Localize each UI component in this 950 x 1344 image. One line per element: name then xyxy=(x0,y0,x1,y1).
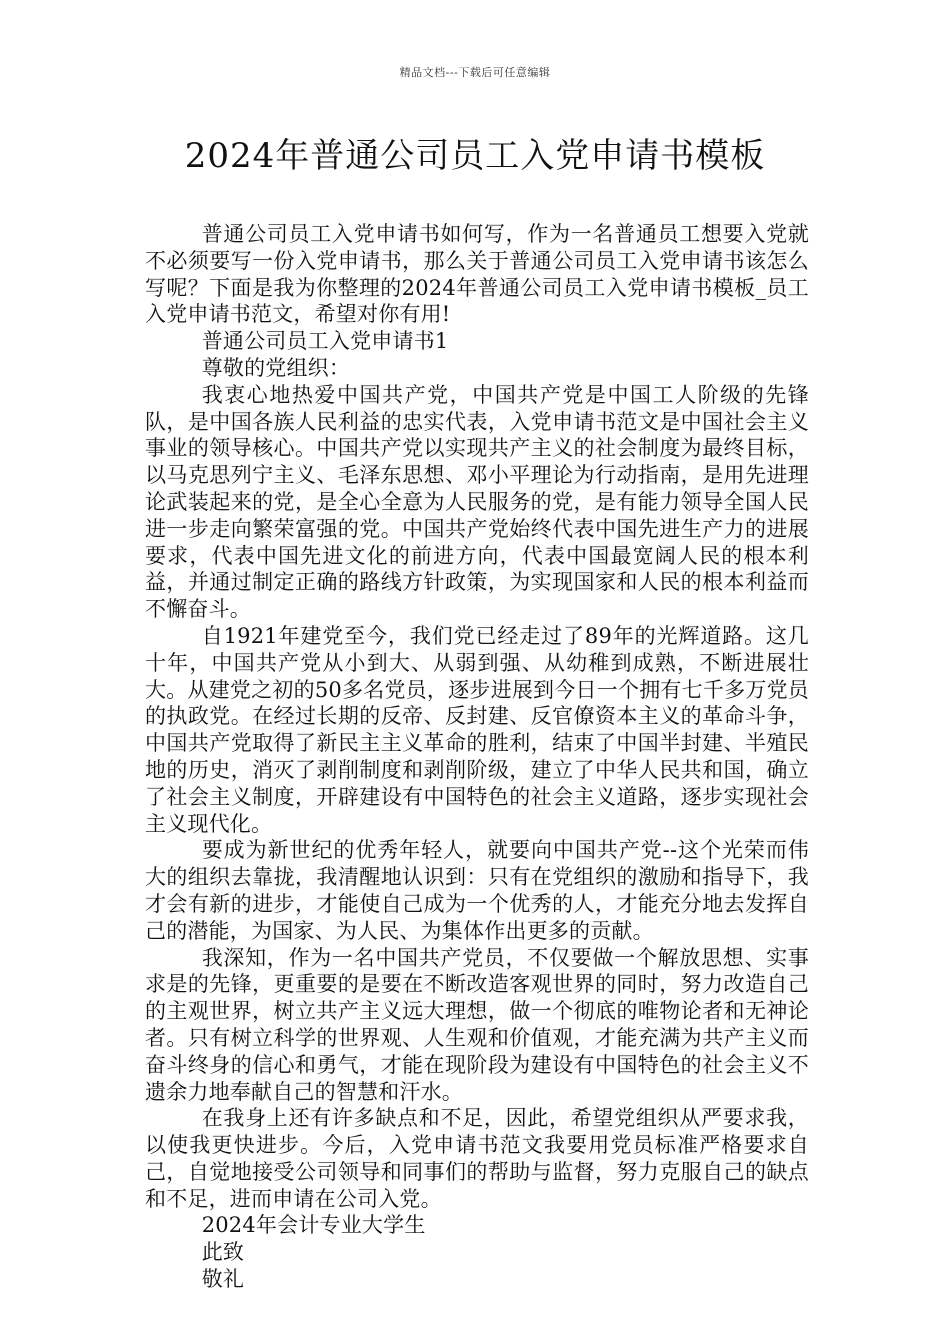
signature-line: 2024年会计专业大学生 xyxy=(201,1213,426,1238)
section-heading: 普通公司员工入党申请书1 xyxy=(201,329,449,354)
body-paragraph: 在我身上还有许多缺点和不足，因此，希望党组织从严要求我，以使我更快进步。今后，入党申请书范文我要用党员标准严格要求自己，自觉地接受公司领导和同事们的帮助与监督，努力克服自己的缺点和不足，进而申请在公司入党。 xyxy=(145,1106,809,1211)
document-header-note: 精品文档---下载后可任意编辑 xyxy=(399,66,551,79)
body-paragraph: 自1921年建党至今，我们党已经走过了89年的光辉道路。这几十年，中国共产党从小到大、从弱到强、从幼稚到成熟，不断进展壮大。从建党之初的50多名党员，逐步进展到今日一个拥有七千多万党员的执政党。在经过长期的反帝、反封建、反官僚资本主义的革命斗争，中国共产党取得了新民主主义革命的胜利，结束了中国半封建、半殖民地的历史，消灭了剥削制度和剥削阶级，建立了中华人民共和国，确立了社会主义制度，开辟建设有中国特色的社会主义道路，逐步实现社会主义现代化。 xyxy=(145,623,809,836)
intro-paragraph: 普通公司员工入党申请书如何写，作为一名普通员工想要入党就不必须要写一份入党申请书，那么关于普通公司员工入党申请书该怎么写呢？下面是我为你整理的2024年普通公司员工入党申请书模板_员工入党申请书范文，希望对你有用! xyxy=(145,222,809,327)
closing-line: 此致 xyxy=(201,1240,245,1265)
salutation: 尊敬的党组织： xyxy=(201,355,351,380)
document-body xyxy=(145,221,809,1293)
body-paragraph: 我深知，作为一名中国共产党员，不仅要做一个解放思想、实事求是的先锋，更重要的是要在不断改造客观世界的同时，努力改造自己的主观世界，树立共产主义远大理想，做一个彻底的唯物论者和无神论者。只有树立科学的世界观、人生观和价值观，才能充满为共产主义而奋斗终身的信心和勇气，才能在现阶段为建设有中国特色的社会主义不遗余力地奉献自己的智慧和汗水。 xyxy=(145,945,809,1104)
closing-regards: 敬礼 xyxy=(201,1267,245,1292)
body-paragraph: 要成为新世纪的优秀年轻人，就要向中国共产党--这个光荣而伟大的组织去靠拢，我清醒地认识到：只有在党组织的激励和指导下，我才会有新的进步，才能使自己成为一个优秀的人，才能充分地去发挥自己的潜能，为国家、为人民、为集体作出更多的贡献。 xyxy=(145,838,809,943)
document-title: 2024年普通公司员工入党申请书模板 xyxy=(184,136,766,176)
body-paragraph: 我衷心地热爱中国共产党，中国共产党是中国工人阶级的先锋队，是中国各族人民利益的忠实代表，入党申请书范文是中国社会主义事业的领导核心。中国共产党以实现共产主义的社会制度为最终目标，以马克思列宁主义、毛泽东思想、邓小平理论为行动指南，是用先进理论武装起来的党，是全心全意为人民服务的党，是有能力领导全国人民进一步走向繁荣富强的党。中国共产党始终代表中国先进生产力的进展要求，代表中国先进文化的前进方向，代表中国最宽阔人民的根本利益，并通过制定正确的路线方针政策，为实现国家和人民的根本利益而不懈奋斗。 xyxy=(145,382,809,622)
